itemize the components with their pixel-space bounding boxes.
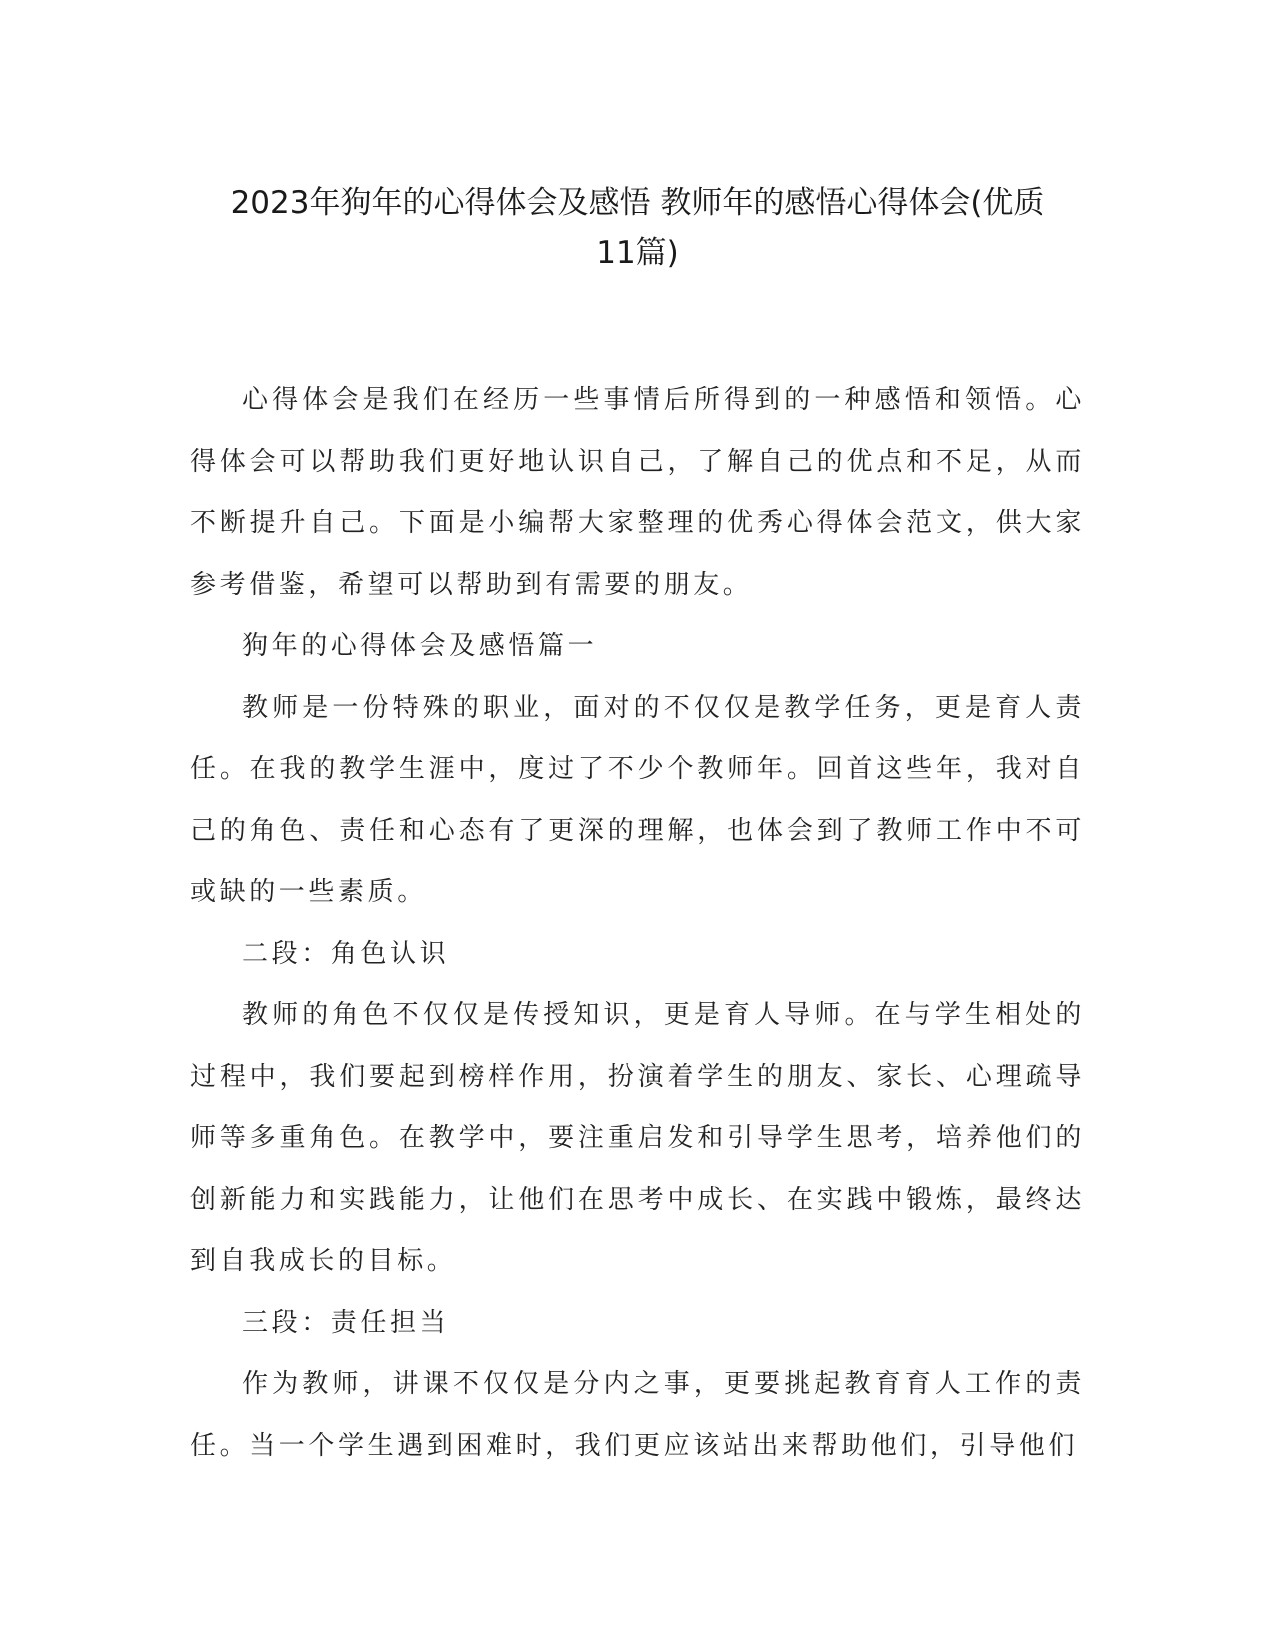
body-paragraph: 作为教师，讲课不仅仅是分内之事，更要挑起教育育人工作的责任。当一个学生遇到困难时，我们更应该站出来帮助他们，引导他们 bbox=[190, 1369, 1085, 1461]
title-line-2: 11篇) bbox=[596, 235, 679, 271]
document-body bbox=[190, 370, 1085, 1477]
section-heading-2: 二段：角色认识 bbox=[242, 938, 450, 969]
document-title bbox=[180, 178, 1095, 278]
section-heading-3: 三段：责任担当 bbox=[242, 1307, 450, 1338]
section-heading-1: 狗年的心得体会及感悟篇一 bbox=[242, 631, 598, 661]
title-line-1: 2023年狗年的心得体会及感悟 教师年的感悟心得体会(优质 bbox=[230, 185, 1045, 221]
body-paragraph: 教师是一份特殊的职业，面对的不仅仅是教学任务，更是育人责任。在我的教学生涯中，度过了不少个教师年。回首这些年，我对自己的角色、责任和心态有了更深的理解，也体会到了教师工作中不可或缺的一些素质。 bbox=[190, 692, 1085, 907]
intro-paragraph: 心得体会是我们在经历一些事情后所得到的一种感悟和领悟。心得体会可以帮助我们更好地认识自己，了解自己的优点和不足，从而不断提升自己。下面是小编帮大家整理的优秀心得体会范文，供大家参考借鉴，希望可以帮助到有需要的朋友。 bbox=[190, 385, 1085, 600]
body-paragraph: 教师的角色不仅仅是传授知识，更是育人导师。在与学生相处的过程中，我们要起到榜样作用，扮演着学生的朋友、家长、心理疏导师等多重角色。在教学中，要注重启发和引导学生思考，培养他们的创新能力和实践能力，让他们在思考中成长、在实践中锻炼，最终达到自我成长的目标。 bbox=[190, 1000, 1085, 1276]
